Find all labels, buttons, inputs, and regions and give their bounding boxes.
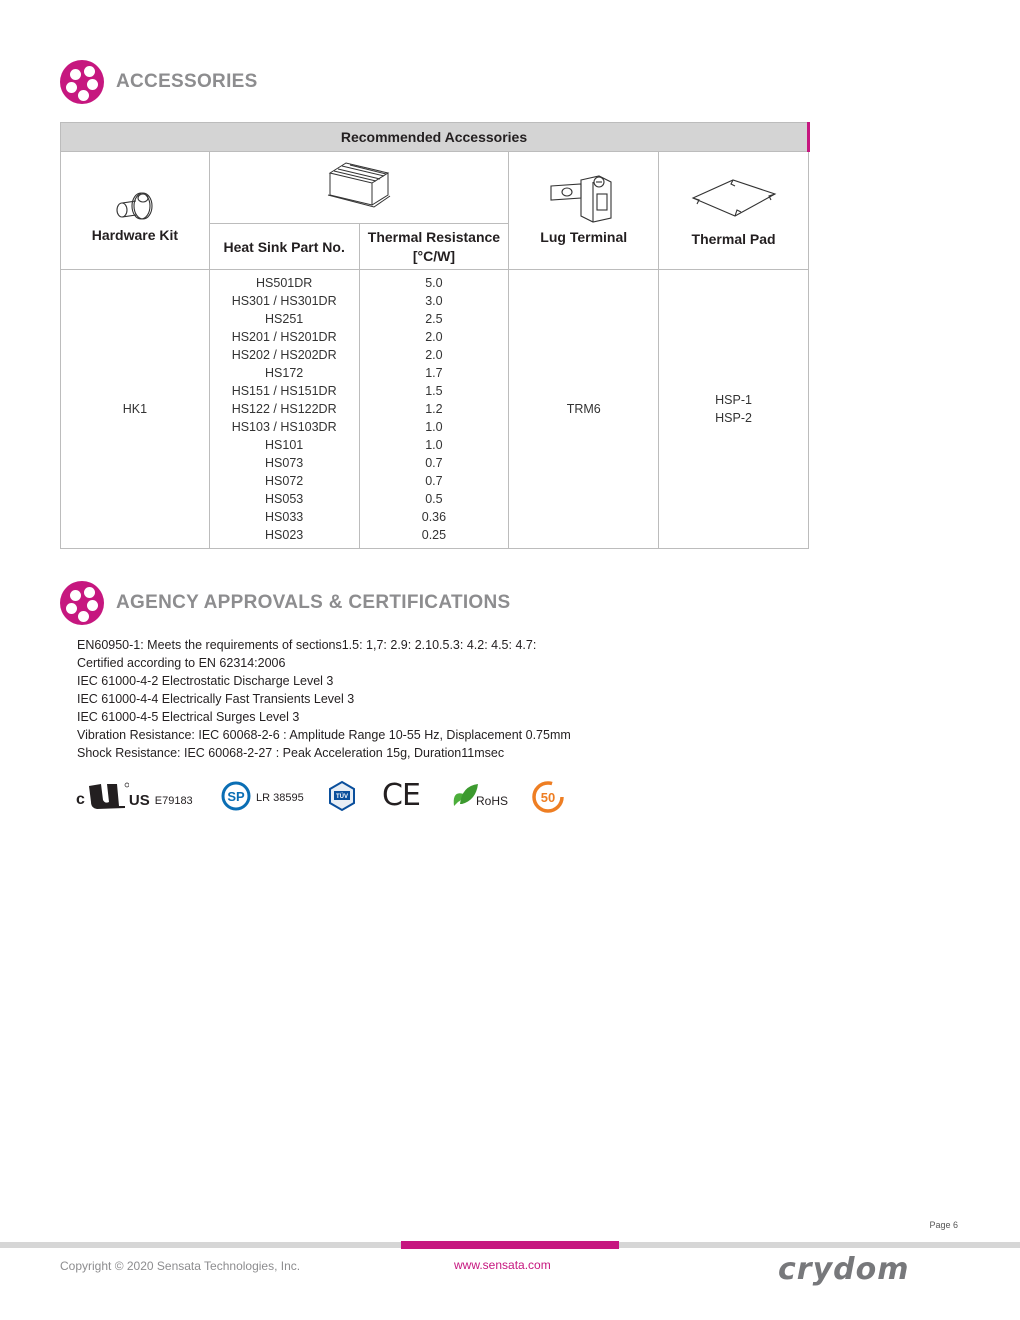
tuv-icon: TÜV [336, 794, 348, 800]
certification-line: Shock Resistance: IEC 60068-2-27 : Peak Acceleration 15g, Duration11msec [77, 746, 505, 760]
section-dots-icon [60, 60, 104, 104]
heat-sink-icon [324, 159, 394, 211]
copyright: Copyright © 2020 Sensata Technologies, Inc. [60, 1259, 301, 1273]
ul-us-mark: US [128, 791, 150, 809]
thermal-resistance-value: 1.7 [425, 366, 443, 380]
heat-sink-part: HS073 [265, 456, 304, 470]
certification-line: Certified according to EN 62314:2006 [77, 656, 286, 670]
certification-logos [76, 778, 596, 814]
lug-terminal-label: Lug Terminal [540, 229, 628, 245]
thermal-pad-icon [689, 176, 779, 228]
approvals-title: AGENCY APPROVALS & CERTIFICATIONS [116, 592, 511, 613]
approvals-heading [60, 581, 511, 625]
thermal-pad-values [659, 270, 809, 549]
thermal-resistance-value: 2.5 [425, 312, 443, 326]
hardware-kit-header-cell [61, 152, 210, 270]
thermal-pad-header-cell [659, 152, 809, 270]
csa-file-number: LR 38595 [256, 792, 304, 804]
heat-sink-part: HS501DR [256, 276, 313, 290]
thermal-resistance-value: 2.0 [425, 330, 443, 344]
hardware-kit-label: Hardware Kit [91, 227, 179, 243]
thermal-pad-value: HSP-1 [715, 393, 752, 407]
thermal-resistance-value: 0.36 [421, 510, 447, 524]
thermal-resistance-value: 0.7 [425, 456, 443, 470]
thermal-resistance-value: 0.7 [425, 474, 443, 488]
hardware-kit-icon [110, 182, 160, 224]
heat-sink-part: HS251 [265, 312, 304, 326]
heat-sink-part: HS151 / HS151DR [231, 384, 337, 398]
csa-icon [220, 780, 252, 812]
certification-line: IEC 61000-4-4 Electrically Fast Transients Level 3 [77, 692, 355, 706]
hardware-kit-value: HK1 [61, 270, 210, 549]
china-rohs-logo [530, 780, 566, 814]
thermal-resistance-unit: [°C/W] [412, 247, 455, 264]
thermal-resistance-value: 1.5 [425, 384, 443, 398]
thermal-pad-value: HSP-2 [715, 411, 752, 425]
heat-sink-part: HS023 [265, 528, 304, 542]
heat-sink-part: HS202 / HS202DR [231, 348, 337, 362]
lug-terminal-header-cell [509, 152, 659, 270]
ul-logo [76, 782, 193, 810]
accessories-title: ACCESSORIES [116, 71, 258, 92]
heat-sink-part-list [209, 270, 359, 549]
heat-sink-part-header: Heat Sink Part No. [209, 224, 359, 270]
page-number: Page 6 [929, 1220, 958, 1230]
thermal-resistance-value: 3.0 [425, 294, 443, 308]
footer-accent [401, 1241, 619, 1249]
ce-mark: CE [382, 778, 420, 813]
lug-terminal-value: TRM6 [509, 270, 659, 549]
thermal-resistance-value: 5.0 [425, 276, 443, 290]
svg-text:SP: SP [227, 789, 245, 804]
thermal-resistance-label: Thermal Resistance [367, 228, 501, 245]
tuv-logo [326, 780, 358, 812]
certification-line: EN60950-1: Meets the requirements of sections1.5: 1,7: 2.9: 2.10.5.3: 4.2: 4.5: 4.7: [77, 638, 537, 652]
heat-sink-part: HS103 / HS103DR [231, 420, 337, 434]
ul-file-number: E79183 [154, 794, 193, 807]
section-dots-icon [60, 581, 104, 625]
crydom-logo: crydom [778, 1252, 910, 1287]
thermal-resistance-value: 0.25 [421, 528, 447, 542]
heat-sink-image-cell [209, 152, 509, 224]
thermal-resistance-header [359, 224, 509, 270]
lug-terminal-icon [547, 172, 621, 226]
heat-sink-part: HS172 [265, 366, 304, 380]
certification-line: IEC 61000-4-2 Electrostatic Discharge Level 3 [77, 674, 334, 688]
heat-sink-part: HS033 [265, 510, 304, 524]
ul-recognized-icon [85, 782, 129, 810]
thermal-resistance-list [359, 270, 509, 549]
certification-list [77, 636, 571, 762]
thermal-resistance-value: 1.0 [425, 438, 443, 452]
accessories-table [60, 122, 810, 549]
certification-line: Vibration Resistance: IEC 60068-2-6 : Amplitude Range 10-55 Hz, Displacement 0.75mm [77, 728, 571, 742]
heat-sink-part: HS053 [265, 492, 304, 506]
thermal-resistance-value: 0.5 [425, 492, 443, 506]
heat-sink-part: HS201 / HS201DR [231, 330, 337, 344]
rohs-logo [450, 780, 508, 810]
ul-c-mark: c [76, 791, 85, 808]
certification-line: IEC 61000-4-5 Electrical Surges Level 3 [77, 710, 300, 724]
thermal-resistance-value: 1.2 [425, 402, 443, 416]
table-title: Recommended Accessories [61, 123, 809, 152]
heat-sink-part: HS072 [265, 474, 304, 488]
csa-logo [220, 780, 304, 812]
thermal-resistance-value: 2.0 [425, 348, 443, 362]
china-rohs-icon: 50 [540, 790, 556, 805]
thermal-resistance-value: 1.0 [425, 420, 443, 434]
accessories-heading [60, 60, 258, 104]
heat-sink-part: HS101 [265, 438, 304, 452]
heat-sink-part: HS301 / HS301DR [231, 294, 337, 308]
website-link[interactable]: www.sensata.com [454, 1258, 551, 1272]
heat-sink-part: HS122 / HS122DR [231, 402, 337, 416]
thermal-pad-label: Thermal Pad [691, 231, 776, 247]
rohs-label: RoHS [476, 794, 509, 808]
